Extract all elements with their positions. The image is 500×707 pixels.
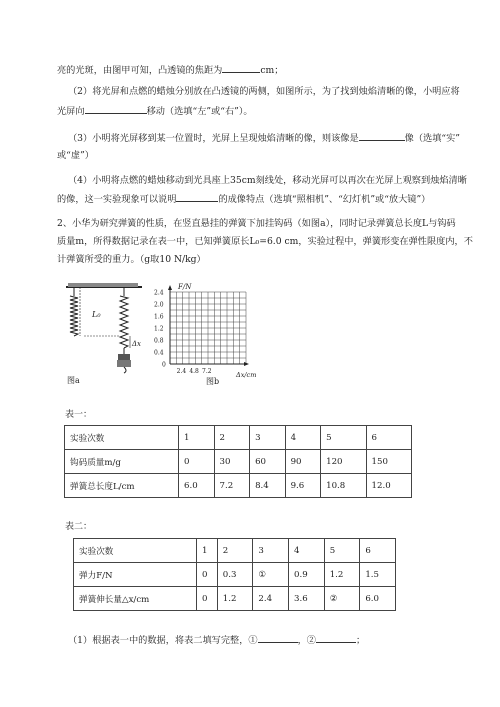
q2-line1: （2）将光屏和点燃的蜡烛分别放在凸透镜的两侧，如图所示，为了找到烛焰清晰的像，小明应将	[68, 86, 460, 97]
x-tick-label: 7.2	[202, 368, 212, 375]
table-cell: 5	[324, 539, 360, 563]
y-tick-label: 1.2	[154, 325, 164, 333]
q2-line2	[57, 104, 253, 119]
table-row-header: 弹簧总长度L/cm	[65, 474, 179, 498]
graph-ylabel: F/N	[178, 283, 192, 291]
figure-a-caption: 图a	[67, 376, 80, 385]
para1-unit: cm；	[260, 65, 284, 76]
problem2-line1: 2、小华为研究弹簧的性质，在竖直悬挂的弹簧下加挂钩码（如图a），同时记录弹簧总长度L与钩码	[57, 218, 456, 229]
table-row	[74, 587, 396, 611]
table-cell: 60	[250, 450, 286, 474]
table-row-header: 实验次数	[74, 539, 197, 563]
table-row-header: 弹力F/N	[74, 563, 197, 587]
table-cell: 3	[253, 539, 289, 563]
table-cell: 4	[285, 426, 321, 450]
table-cell: 2.4	[253, 587, 289, 611]
figure-b-caption: 图b	[206, 377, 220, 386]
table-row	[74, 563, 396, 587]
ceiling-bracket	[68, 283, 138, 287]
table-cell: 12.0	[366, 474, 411, 498]
table-cell: 90	[285, 450, 321, 474]
table-row-header: 弹簧伸长量△x/cm	[74, 587, 197, 611]
table2	[73, 538, 396, 611]
answer-blank-2[interactable]	[316, 633, 356, 643]
table-cell: 4	[289, 539, 325, 563]
y-tick-label: 2.4	[154, 289, 164, 297]
problem2-line3: 计弹簧所受的重力。（g取10 N/kg）	[57, 254, 206, 265]
q5-middle: ，②	[297, 635, 316, 646]
y-axis-arrow	[168, 285, 172, 290]
table-cell: 0	[179, 450, 215, 474]
spring-figure-a	[62, 282, 146, 387]
q4-line1: （4）小明将点燃的蜡烛移动到光具座上35cm刻线处，移动光屏可以再次在光屏上观察到烛焰清晰	[68, 175, 467, 186]
table-cell: 1.2	[324, 563, 360, 587]
q2-line2-prefix: 光屏向	[57, 106, 85, 117]
y-tick-label: 0	[162, 361, 166, 369]
table-row	[65, 426, 412, 450]
graph-xlabel: Δx/cm	[236, 371, 257, 379]
label-dx: Δx	[132, 340, 142, 348]
answer-blank[interactable]	[359, 131, 405, 141]
y-tick-label: 2.0	[154, 301, 164, 309]
table-cell: ②	[324, 587, 360, 611]
q2-line2-suffix: 移动（选填“左”或“右”）。	[146, 106, 253, 117]
q4-line2-suffix: 的成像特点（选填“照相机”、“幻灯机”或“放大镜”）	[218, 194, 431, 205]
table-row-header: 实验次数	[65, 426, 179, 450]
problem2-line2: 质量m，所得数据记录在表一中，已知弹簧原长L₀=6.0 cm，实验过程中，弹簧形变在弹性限度内，不	[57, 236, 473, 247]
table-cell: ①	[253, 563, 289, 587]
answer-blank[interactable]	[176, 192, 218, 202]
table-cell: 1.5	[360, 563, 396, 587]
q3-line1-prefix: （3）小明将光屏移到某一位置时，光屏上呈现烛焰清晰的像，则该像是	[68, 133, 359, 144]
q3-line2: 或“虚”）	[57, 150, 94, 161]
table-cell: 6	[360, 539, 396, 563]
table-cell: 6	[366, 426, 411, 450]
table-cell: 6.0	[179, 474, 215, 498]
x-tick-label: 2.4	[176, 368, 187, 375]
y-tick-label: 0.4	[154, 349, 164, 357]
table-cell: 3	[250, 426, 286, 450]
y-tick-label: 0.8	[154, 337, 164, 345]
graph-figure-b	[150, 280, 275, 390]
answer-blank-1[interactable]	[258, 633, 298, 643]
q4-line2	[57, 192, 430, 207]
table-cell: 150	[366, 450, 411, 474]
table-cell: 7.2	[214, 474, 250, 498]
table-cell: 3.6	[289, 587, 325, 611]
x-tick-label: 4.8	[189, 368, 199, 375]
table-cell: 9.6	[285, 474, 321, 498]
table-row	[65, 450, 412, 474]
table-cell: 8.4	[250, 474, 286, 498]
table-cell: 6.0	[360, 587, 396, 611]
para1-text: 亮的光斑，由图甲可知，凸透镜的焦距为	[57, 65, 223, 76]
table-cell: 2	[217, 539, 253, 563]
table-cell: 5	[321, 426, 366, 450]
table1	[64, 425, 412, 498]
para-focal-length	[57, 63, 283, 78]
table-row-header: 钩码质量m/g	[65, 450, 179, 474]
table1-caption: 表一：	[65, 410, 93, 420]
table-cell: 0	[197, 563, 218, 587]
spring-unloaded	[70, 296, 78, 336]
answer-blank[interactable]	[222, 63, 260, 73]
spring-loaded	[120, 296, 128, 348]
q5-suffix: ；	[355, 635, 366, 646]
table-cell: 0	[197, 587, 218, 611]
table-cell: 10.8	[321, 474, 366, 498]
table-cell: 1	[197, 539, 218, 563]
table-cell: 1	[179, 426, 215, 450]
q3-line1-suffix: 像（选填“实”	[404, 133, 461, 144]
table2-caption: 表二：	[65, 522, 93, 532]
q5-line	[68, 633, 365, 648]
table-cell: 120	[321, 450, 366, 474]
q5-prefix: （1）根据表一中的数据，将表二填写完整，①	[68, 635, 258, 646]
table-cell: 1.2	[217, 587, 253, 611]
hook-weight	[117, 354, 131, 373]
table-row	[65, 474, 412, 498]
graph-grid	[170, 292, 246, 364]
table-cell: 0.3	[217, 563, 253, 587]
q3-line1	[68, 131, 460, 146]
table-row	[74, 539, 396, 563]
q4-line2-prefix: 的像，这一实验现象可以说明	[57, 194, 177, 205]
table-cell: 0.9	[289, 563, 325, 587]
table-cell: 2	[214, 426, 250, 450]
y-tick-label: 1.6	[154, 313, 164, 321]
label-l0: L₀	[92, 310, 101, 319]
table-cell: 30	[214, 450, 250, 474]
answer-blank[interactable]	[85, 104, 147, 114]
x-axis-arrow	[244, 362, 249, 366]
